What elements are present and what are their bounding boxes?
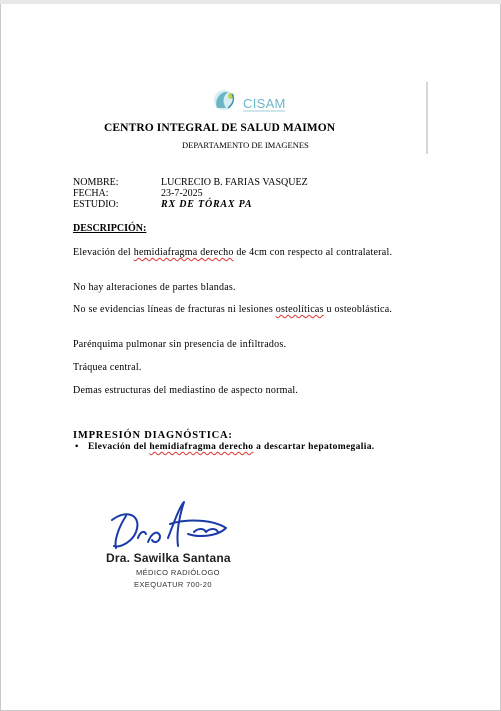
bullet-dot-icon: • — [75, 442, 79, 452]
name-label: NOMBRE: — [73, 177, 119, 188]
doctor-name: Dra. Sawilka Santana — [106, 551, 231, 565]
p3-text-a: No se evidencias líneas de fracturas ni lesiones — [73, 304, 276, 315]
p1-text-b: hemidiafragma derecho — [133, 247, 234, 258]
date-label: FECHA: — [73, 188, 109, 199]
p3-text-c: u osteoblástica. — [323, 304, 393, 315]
margin-rule — [426, 82, 428, 154]
date-value: 23-7-2025 — [161, 188, 203, 199]
description-paragraph-2: No hay alteraciones de partes blandas. — [73, 282, 236, 293]
logo-text: CISAM — [243, 96, 286, 111]
impression-title: IMPRESIÓN DIAGNÓSTICA: — [73, 430, 233, 441]
bullet-text-a: Elevación del — [88, 442, 150, 452]
impression-bullet — [75, 442, 375, 452]
doctor-role: MÉDICO RADIÓLOGO — [136, 568, 220, 577]
p3-text-b: osteolíticas — [275, 304, 324, 315]
department-name: DEPARTAMENTO DE IMAGENES — [182, 140, 309, 150]
name-value: LUCRECIO B. FARIAS VASQUEZ — [161, 177, 308, 188]
p1-text-a: Elevación del — [73, 247, 134, 258]
bullet-text-b: hemidiafragma derecho — [149, 442, 254, 452]
description-paragraph-5: Tráquea central. — [73, 362, 142, 373]
study-value: RX DE TÓRAX PA — [161, 199, 253, 210]
description-paragraph-1 — [73, 246, 403, 259]
description-title: DESCRIPCIÓN: — [73, 223, 147, 234]
description-paragraph-4: Parénquima pulmonar sin presencia de infiltrados. — [73, 339, 287, 350]
page-top-edge — [0, 0, 501, 4]
institution-name: CENTRO INTEGRAL DE SALUD MAIMON — [104, 122, 336, 134]
description-paragraph-3 — [73, 303, 403, 316]
p1-text-c: de 4cm con respecto al contralateral. — [233, 247, 393, 258]
bullet-text-c: a descartar hepatomegalia. — [253, 442, 375, 452]
description-paragraph-6: Demas estructuras del mediastino de aspecto normal. — [73, 385, 299, 396]
handwritten-signature-icon — [108, 498, 233, 554]
study-label: ESTUDIO: — [73, 199, 119, 210]
doctor-exequatur: EXEQUATUR 700-20 — [134, 580, 212, 589]
